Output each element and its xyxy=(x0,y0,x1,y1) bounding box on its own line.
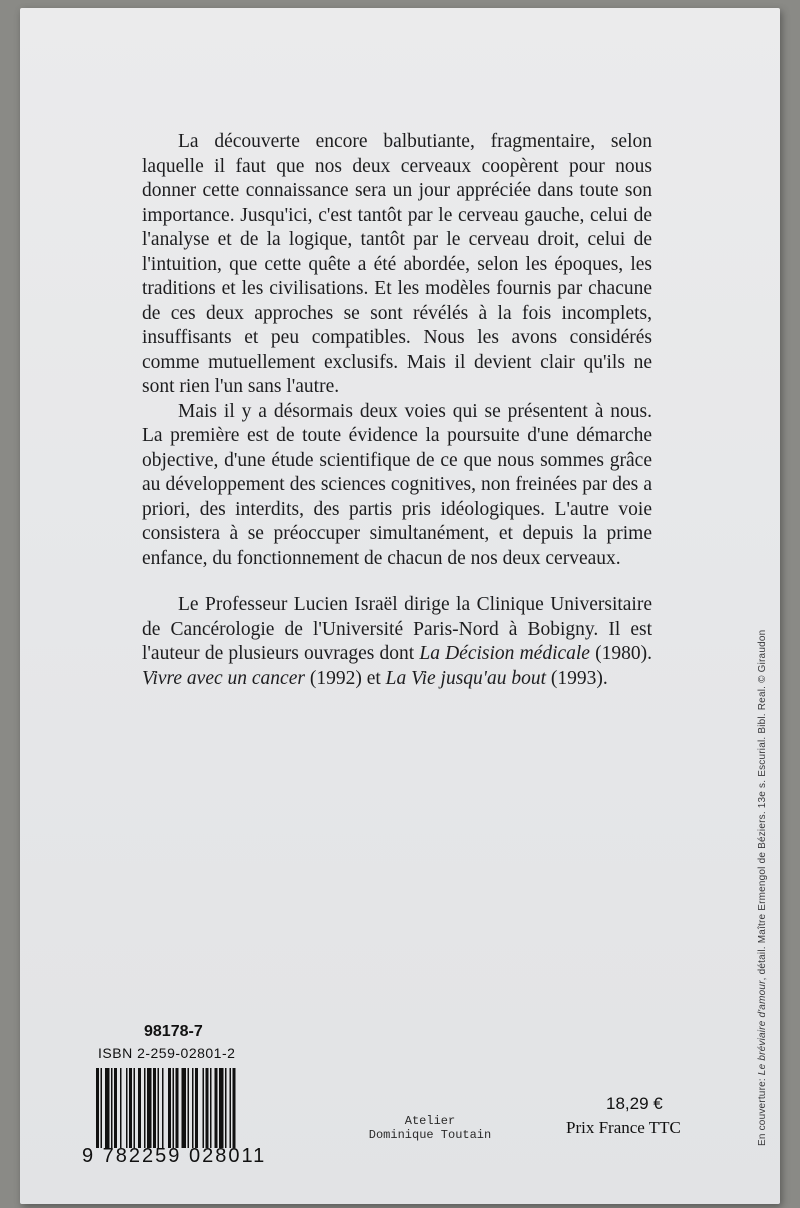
blurb-text xyxy=(142,130,652,691)
book-year-1: (1980). xyxy=(589,643,652,664)
price-label: Prix France TTC xyxy=(566,1118,681,1137)
product-code: 98178-7 xyxy=(144,1023,203,1040)
book-title-2: Vivre avec un cancer xyxy=(142,667,305,689)
cover-credit-suffix: , détail. Maître Ermengol de Béziers. 13e s. Escurial. Bibl. Real. © Giraudon xyxy=(757,629,768,981)
barcode-icon xyxy=(96,1068,272,1148)
author-bio-intro: Le Professeur Lucien Israël dirige la Clinique Universitaire de Cancérologie de l'Université Paris-Nord à Bobigny. Il est l'auteur de plusieurs ouvrages dont xyxy=(142,594,652,664)
barcode-digits: 9 782259 028011 xyxy=(82,1145,267,1167)
book-title-1: La Décision médicale xyxy=(419,643,590,664)
book-title-3: La Vie jusqu'au bout xyxy=(385,667,546,689)
author-bio xyxy=(142,593,652,691)
cover-credit-title: Le bréviaire d'amour xyxy=(757,980,768,1076)
publisher-line-1: Atelier xyxy=(404,1114,456,1128)
blurb-paragraph-2: Mais il y a désormais deux voies qui se présentent à nous. La première est de toute évidence la poursuite d'une démarche objective, d'une étude scientifique de ce que nous sommes grâce au développement des sciences cognitives, non freinées par des a priori, des interdits, des partis pris idéologiques. L'autre voie consistera à se préoccuper simultanément, et depuis la prime enfance, du fonctionnement de chacun de nos deux cerveaux. xyxy=(142,400,652,569)
blurb-paragraph-1: La découverte encore balbutiante, fragmentaire, selon laquelle il faut que nos deux cerveaux coopèrent pour nous donner cette connaissance sera un jour appréciée dans toute son importance. Jusqu'ici, c'est tantôt par le cerveau gauche, celui de l'analyse et de la logique, tantôt par le cerveau droit, celui de l'intuition, que cette quête a été abordée, selon les époques, les traditions et les civilisations. Et les modèles fournis par chacune de ces deux approches se sont révélés à la fois incomplets, insuffisants et peu compatibles. Nous les avons considérés comme mutuellement exclusifs. Mais il devient clair qu'ils ne sont rien l'un sans l'autre. xyxy=(142,131,652,397)
price: 18,29 € xyxy=(606,1094,663,1113)
book-back-cover xyxy=(20,8,780,1204)
isbn-label: ISBN 2-259-02801-2 xyxy=(98,1045,236,1061)
cover-credit-prefix: En couverture: xyxy=(757,1075,768,1146)
publisher-line-2: Dominique Toutain xyxy=(368,1128,492,1142)
publisher-credit xyxy=(360,1114,500,1142)
book-year-2: (1992) et xyxy=(304,667,386,689)
book-year-3: (1993). xyxy=(546,667,608,689)
cover-credit xyxy=(757,630,768,1146)
